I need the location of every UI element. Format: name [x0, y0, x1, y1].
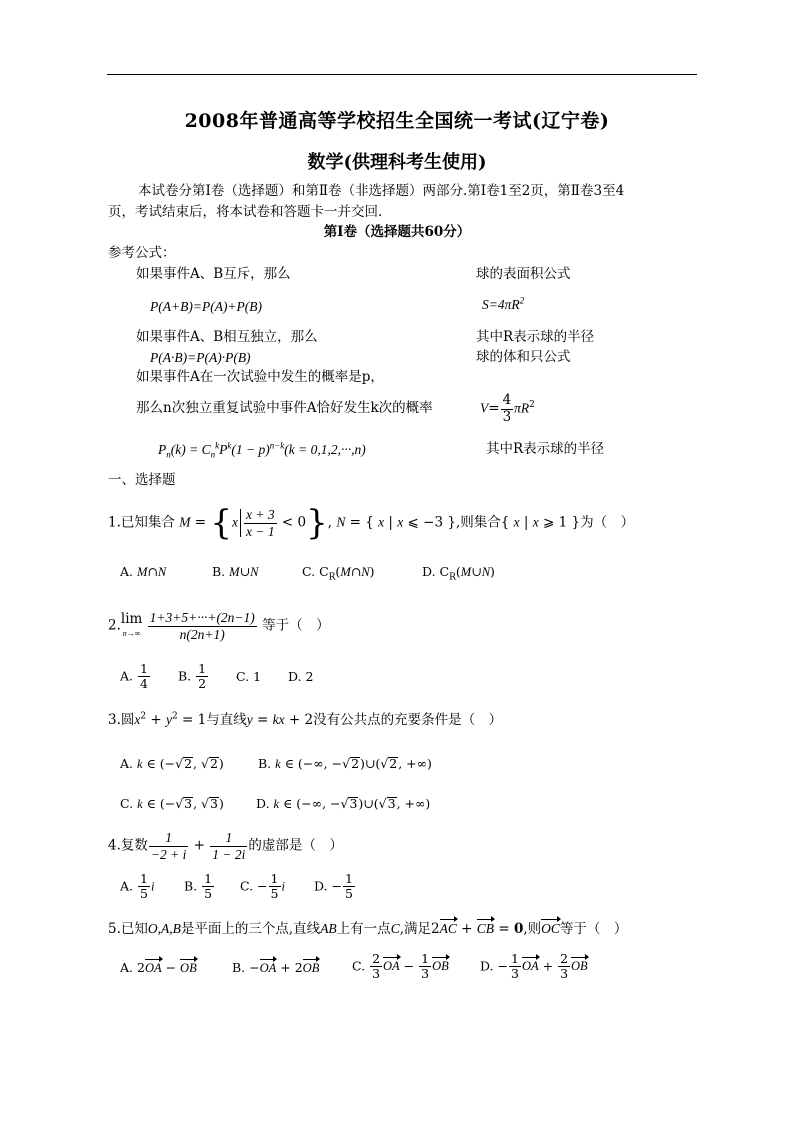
q3-option-b[interactable]: B. k ∈ (−∞, −√2)∪(√2, +∞) — [258, 756, 432, 771]
q1-option-b[interactable]: B. M∪N — [212, 564, 259, 579]
q2-option-d[interactable]: D. 2 — [288, 669, 314, 684]
intro-line-1: 本试卷分第Ⅰ卷（选择题）和第Ⅱ卷（非选择题）两部分.第Ⅰ卷1至2页，第Ⅱ卷3至4 — [138, 183, 625, 199]
q3-option-d[interactable]: D. k ∈ (−∞, −√3)∪(√3, +∞) — [256, 796, 431, 811]
formula-1-label: 如果事件A、B互斥，那么 — [136, 266, 291, 282]
formula-4-label: 那么n次独立重复试验中事件A恰好发生k次的概率 — [136, 400, 433, 416]
question-2: 2.lim n→∞ $\frac{1+3+5+\cdot\cdot\cdot+(2n-1)}{n(2n+1)}$ 等于（ ） — [108, 610, 330, 642]
formula-2-eq: P(A·B)=P(A)·P(B) — [150, 350, 251, 365]
q4-option-d[interactable]: D. − $\frac{1}{5}$ — [314, 871, 353, 902]
radius-note-2: 其中R表示球的半径 — [486, 441, 605, 457]
sphere-area-eq: $S=4\pi R^2$ — [482, 295, 525, 312]
q5-option-c[interactable]: C. $\frac{2}{3}$ OA − $\frac{1}{3}$ OB — [352, 951, 449, 982]
formulas-heading: 参考公式： — [108, 245, 176, 261]
question-3: 3.圆$x^2 + y^2 = 1$与直线y = kx + 2没有公共点的充要条件是（ ） — [108, 711, 503, 728]
formula-1-eq: P(A+B)=P(A)+P(B) — [150, 299, 263, 314]
section-title: 一、选择题 — [108, 472, 176, 488]
radius-note: 其中R表示球的半径 — [476, 329, 595, 345]
intro-line-2: 页，考试结束后，将本试卷和答题卡一并交回. — [108, 204, 383, 220]
q4-option-b[interactable]: B. $\frac{1}{5}$ — [184, 871, 213, 902]
q2-option-a[interactable]: A. $\frac{1}{4}$ — [120, 661, 148, 692]
top-rule — [107, 74, 697, 75]
formula-3-label: 如果事件A在一次试验中发生的概率是p， — [136, 369, 384, 385]
q5-option-a[interactable]: A. 2OA − OB — [120, 960, 197, 975]
question-5: 5.已知O,A,B是平面上的三个点,直线AB上有一点C,满足2AC + CB = 0,则OC等于（ ） — [108, 921, 628, 937]
binomial-formula: $P_n(k) = C_n^kP^k(1 - p)^{n-k}(k = 0,1,2,\cdot\cdot\cdot,n)$ — [158, 440, 366, 460]
q5-option-d[interactable]: D. − $\frac{1}{3}$ OA + $\frac{2}{3}$ OB — [480, 951, 588, 982]
page-title: 2008年普通高等学校招生全国统一考试(辽宁卷) — [184, 110, 610, 132]
q3-option-a[interactable]: A. k ∈ (−√2, √2) — [120, 756, 224, 771]
sphere-area-label: 球的表面积公式 — [476, 266, 571, 282]
question-4: 4.复数 $\frac{1}{-2 + i}$ + $\frac{1}{1 - 2i}$ 的虚部是（ ） — [108, 830, 343, 862]
q2-option-c[interactable]: C. 1 — [236, 669, 262, 684]
question-1: 1.已知集合 M = {x $\frac{x + 3}{x - 1}$ < 0}, N = { x | x ⩽ −3 },则集合{ x | x ⩾ 1 }为（ ） — [108, 503, 635, 543]
page-subtitle: 数学(供理科考生使用) — [307, 152, 487, 173]
q4-option-a[interactable]: A. $\frac{1}{5}$ i — [120, 871, 155, 902]
q3-option-c[interactable]: C. k ∈ (−√3, √3) — [120, 796, 224, 811]
q1-option-c[interactable]: C. $C_R(M\cap N)$ — [302, 564, 375, 583]
sphere-volume-label: 球的体和只公式 — [476, 349, 571, 365]
q1-option-d[interactable]: D. $C_R(M\cup N)$ — [422, 564, 495, 583]
q1-option-a[interactable]: A. M∩N — [120, 564, 167, 579]
q5-option-b[interactable]: B. −OA + 2OB — [232, 960, 320, 975]
sphere-volume-eq: V= $\frac{4}{3}$ $\pi R^2$ — [480, 392, 535, 425]
q2-option-b[interactable]: B. $\frac{1}{2}$ — [178, 661, 207, 692]
q4-option-c[interactable]: C. − $\frac{1}{5}$ i — [240, 871, 285, 902]
part-title: 第Ⅰ卷（选择题共60分） — [323, 224, 471, 240]
formula-2-label: 如果事件A、B相互独立，那么 — [136, 329, 318, 345]
